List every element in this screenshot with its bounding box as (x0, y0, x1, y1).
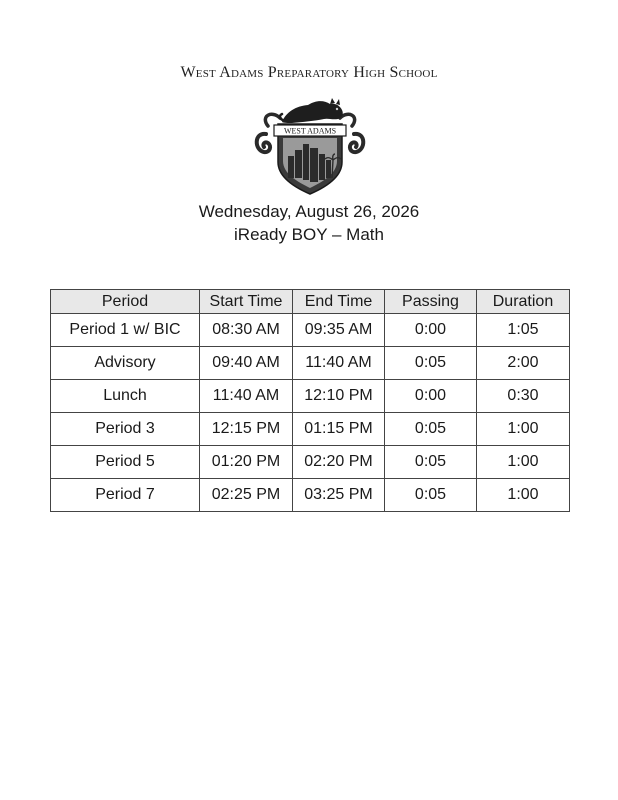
cell-duration: 1:00 (477, 479, 570, 512)
cell-period: Period 3 (51, 413, 200, 446)
cell-duration: 1:05 (477, 314, 570, 347)
column-header-duration: Duration (477, 290, 570, 314)
column-header-start-time: Start Time (200, 290, 293, 314)
document-date: Wednesday, August 26, 2026 (198, 202, 420, 221)
cell-end-time: 03:25 PM (293, 479, 385, 512)
cell-passing: 0:00 (385, 314, 477, 347)
table-row (51, 380, 570, 413)
column-header-period: Period (51, 290, 200, 314)
cell-end-time: 09:35 AM (293, 314, 385, 347)
table-header-row (51, 290, 570, 314)
schedule-table (50, 289, 570, 512)
cell-end-time: 01:15 PM (293, 413, 385, 446)
school-crest-icon (252, 92, 368, 196)
cell-end-time: 02:20 PM (293, 446, 385, 479)
cell-period: Lunch (51, 380, 200, 413)
cell-duration: 0:30 (477, 380, 570, 413)
school-name: West Adams Preparatory High School (180, 64, 438, 81)
cell-period: Period 7 (51, 479, 200, 512)
cell-period: Period 1 w/ BIC (51, 314, 200, 347)
table-row (51, 413, 570, 446)
cell-start-time: 11:40 AM (200, 380, 293, 413)
column-header-passing: Passing (385, 290, 477, 314)
table-row (51, 314, 570, 347)
column-header-end-time: End Time (293, 290, 385, 314)
table-row (51, 347, 570, 380)
cell-passing: 0:05 (385, 413, 477, 446)
cell-passing: 0:05 (385, 479, 477, 512)
cell-passing: 0:00 (385, 380, 477, 413)
cell-period: Period 5 (51, 446, 200, 479)
crest-banner-text: WEST ADAMS (283, 126, 337, 136)
document-subtitle: iReady BOY – Math (234, 225, 384, 244)
cell-start-time: 02:25 PM (200, 479, 293, 512)
cell-duration: 1:00 (477, 446, 570, 479)
table-row (51, 446, 570, 479)
cell-start-time: 12:15 PM (200, 413, 293, 446)
cell-period: Advisory (51, 347, 200, 380)
table-row (51, 479, 570, 512)
cell-end-time: 11:40 AM (293, 347, 385, 380)
cell-passing: 0:05 (385, 446, 477, 479)
cell-duration: 2:00 (477, 347, 570, 380)
cell-start-time: 01:20 PM (200, 446, 293, 479)
cell-passing: 0:05 (385, 347, 477, 380)
cell-end-time: 12:10 PM (293, 380, 385, 413)
cell-start-time: 08:30 AM (200, 314, 293, 347)
cell-duration: 1:00 (477, 413, 570, 446)
cell-start-time: 09:40 AM (200, 347, 293, 380)
